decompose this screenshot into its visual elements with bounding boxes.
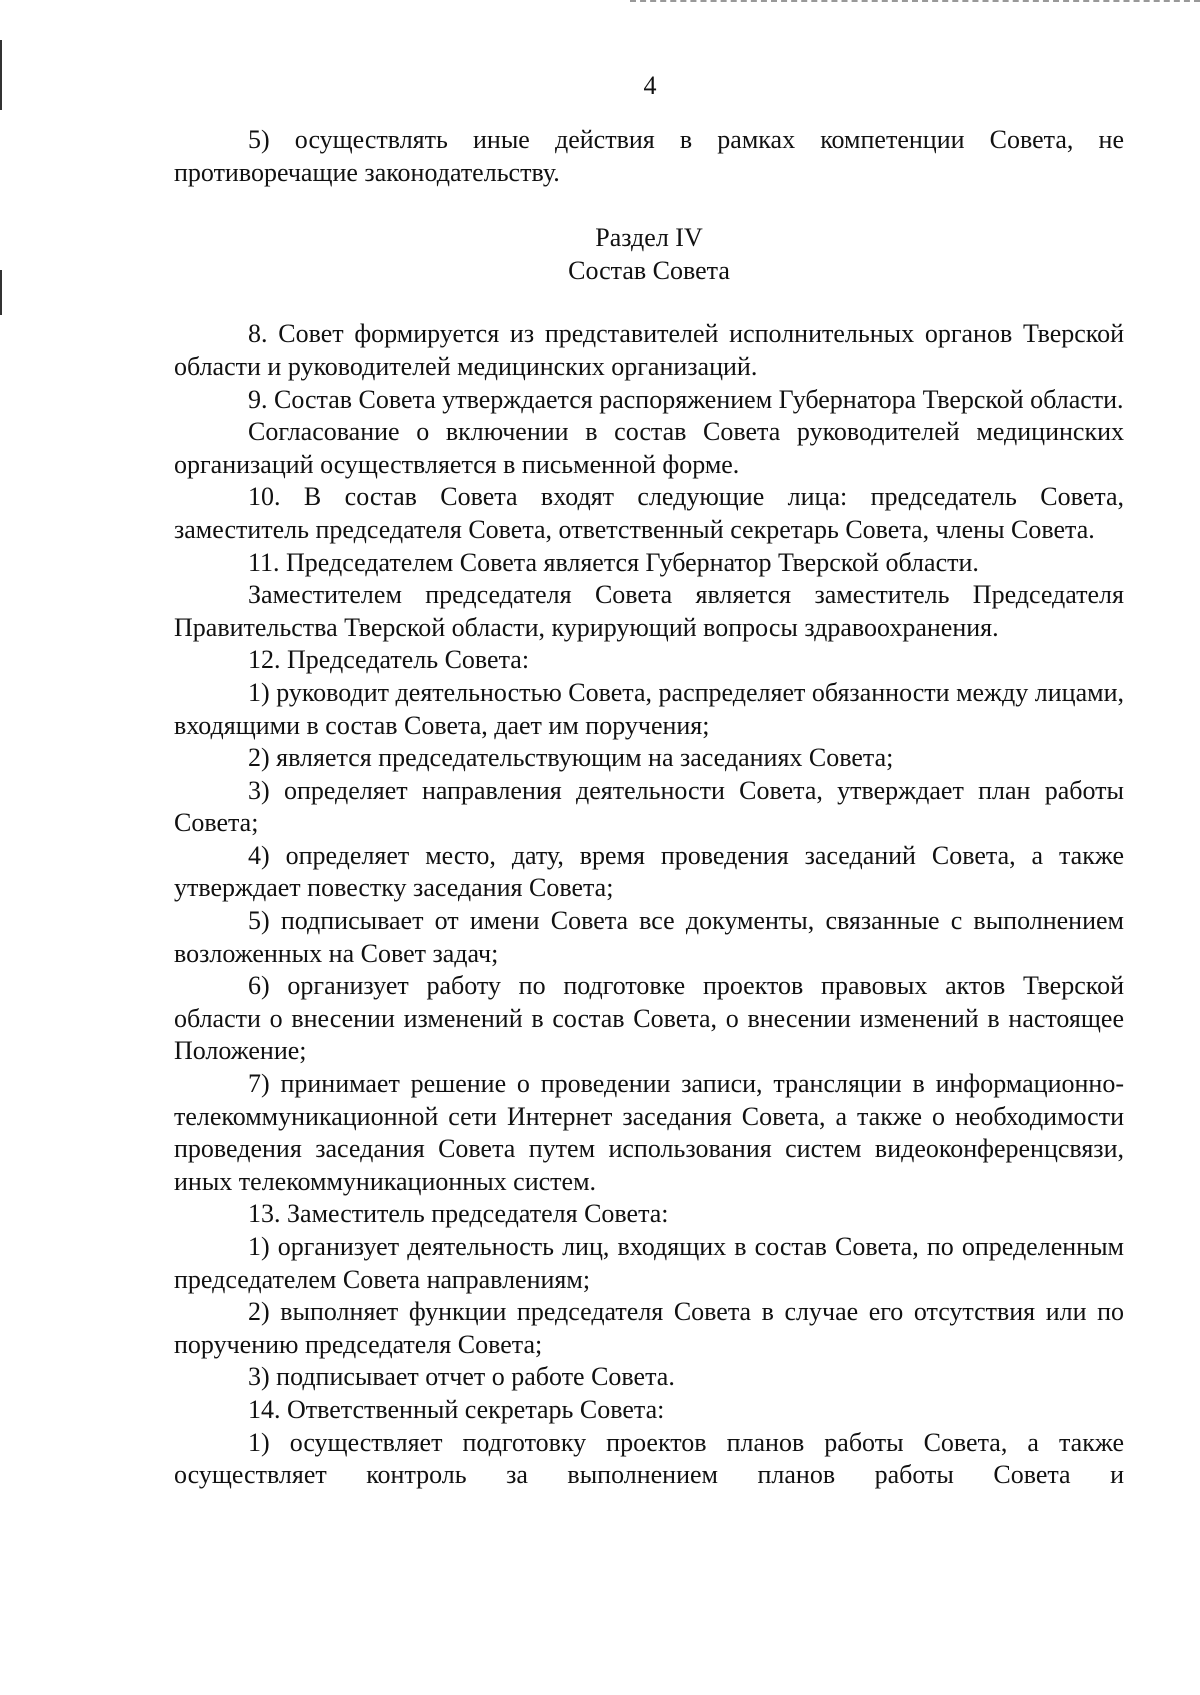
- paragraph-13-1: 1) организует деятельность лиц, входящих в состав Совета, по определенным председателем Совета направлениям;: [174, 1232, 1124, 1294]
- paragraph-11b: Заместителем председателя Совета является заместитель Председателя Правительства Тверской области, курирующий вопросы здравоохранения.: [174, 580, 1124, 642]
- paragraph-13-2: 2) выполняет функции председателя Совета в случае его отсутствия или по поручению председателя Совета;: [174, 1297, 1124, 1359]
- paragraph-13-3: 3) подписывает отчет о работе Совета.: [248, 1362, 675, 1392]
- paragraph-12-3: 3) определяет направления деятельности Совета, утверждает план работы Совета;: [174, 775, 1124, 838]
- section-subtitle: Состав Совета: [568, 255, 730, 285]
- paragraph-11: 11. Председателем Совета является Губернатор Тверской области.: [248, 547, 979, 577]
- paragraph-12-4: 4) определяет место, дату, время проведения заседаний Совета, а также утверждает повестку заседания Совета;: [174, 840, 1124, 903]
- section-title: Раздел IV: [595, 223, 703, 253]
- paragraph-12: 12. Председатель Совета:: [248, 645, 530, 675]
- paragraph-13: 13. Заместитель председателя Совета:: [248, 1199, 669, 1229]
- paragraph-14-1: 1) осуществляет подготовку проектов планов работы Совета, а также осуществляет контроль за выполнением планов работы Совета и: [174, 1427, 1124, 1490]
- paragraph-9b: Согласование о включении в состав Совета руководителей медицинских организаций осуществляется в письменной форме.: [174, 417, 1124, 479]
- paragraph-12-6: 6) организует работу по подготовке проектов правовых актов Тверской области о внесении изменений в состав Совета, о внесении изменений в настоящее Положение;: [174, 971, 1124, 1066]
- paragraph-14: 14. Ответственный секретарь Совета:: [248, 1394, 665, 1424]
- document-body: [174, 124, 1124, 1492]
- paragraph-8: 8. Совет формируется из представителей исполнительных органов Тверской области и руководителей медицинских организаций.: [174, 319, 1124, 381]
- paragraph-9: 9. Состав Совета утверждается распоряжением Губернатора Тверской области.: [248, 384, 1124, 414]
- paragraph-12-2: 2) является председательствующим на заседаниях Совета;: [248, 743, 894, 773]
- paragraph-12-7: 7) принимает решение о проведении записи, трансляции в информационно-телекоммуникационной сети Интернет заседания Совета, а также о необходимости проведения заседания Совета путем использования систем видеоконференцсвязи, иных телекоммуникационных систем.: [174, 1069, 1124, 1196]
- paragraph-5-continued: 5) осуществлять иные действия в рамках компетенции Совета, не противоречащие законодательству.: [174, 125, 1124, 187]
- section-heading: [174, 222, 1124, 287]
- paragraph-12-1: 1) руководит деятельностью Совета, распределяет обязанности между лицами, входящими в состав Совета, дает им поручения;: [174, 677, 1124, 740]
- paragraph-10: 10. В состав Совета входят следующие лица: председатель Совета, заместитель председателя Совета, ответственный секретарь Совета, члены Совета.: [174, 482, 1124, 544]
- scan-artifact-left-2: [0, 270, 2, 315]
- page-number: 4: [643, 71, 657, 100]
- scan-artifact-top: [630, 0, 1200, 4]
- paragraph-12-5: 5) подписывает от имени Совета все документы, связанные с выполнением возложенных на Совет задач;: [174, 906, 1124, 968]
